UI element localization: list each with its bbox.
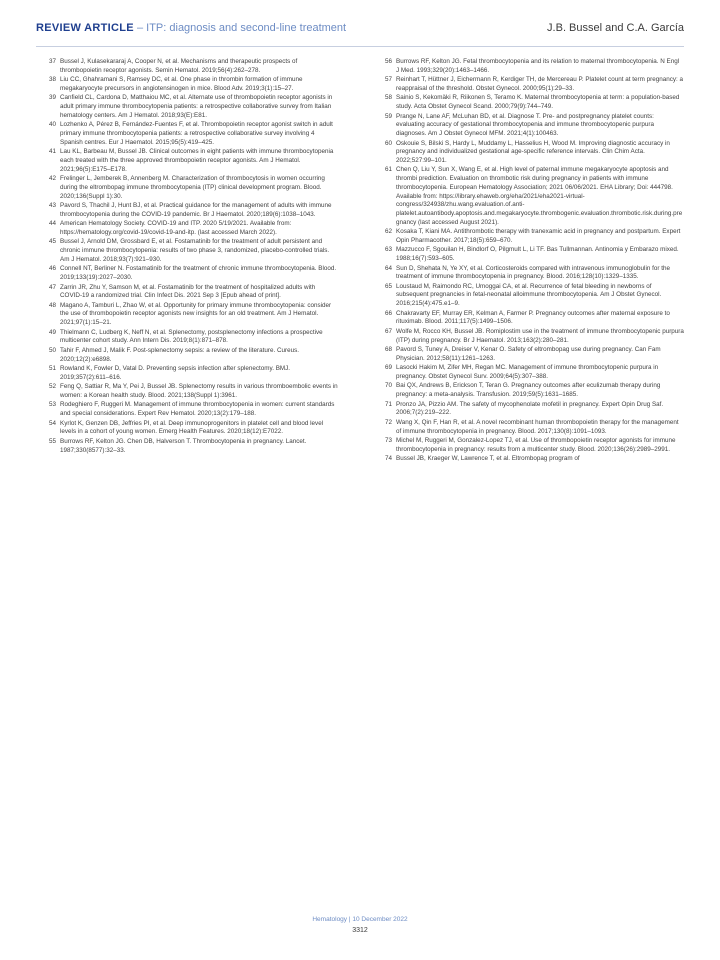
reference-item [372, 310, 684, 327]
reference-text: Sun D, Shehata N, Ye XY, et al. Corticosteroids compared with intravenous immunoglobulin for the treatment of immune thrombocytopenia in pregnancy. Blood. 2016;128(10):1329–1335. [396, 264, 670, 281]
reference-text: Tahir F, Ahmed J, Malik F. Post-splenectomy sepsis: a review of the literature. Cureus. 2020;12(2):e6898. [60, 346, 300, 363]
reference-number: 38 [48, 76, 56, 84]
reference-number: 43 [48, 202, 56, 210]
reference-text: Chen Q, Liu Y, Sun X, Wang E, et al. High level of paternal immune megakaryocyte apoptosis and thrombi prediction. Evaluation on thrombotic risk during pregnancy in patients with immune thrombocytopenia. European Hematology Association; 2021 06/06/2021. EHA Library; Doi: 444798. Available from: https://library.ehaweb.org/eha/2021/eha2021-virtual-congress/324938/zhu.wang.evaluation.of.anti-platelet.autoantibody.apoptosis.and.megakaryocyte.thrombogenic.evaluation.thrombotic.risk.during.pregnancy (last accessed August 2021). [396, 166, 683, 226]
reference-item [372, 455, 684, 464]
reference-item [36, 148, 338, 174]
reference-item [36, 220, 338, 237]
reference-item [372, 140, 684, 166]
reference-item [372, 166, 684, 227]
reference-column-left [36, 58, 338, 456]
reference-item [372, 283, 684, 309]
reference-number: 66 [384, 309, 392, 317]
reference-number: 44 [48, 220, 56, 228]
reference-number: 59 [384, 112, 392, 120]
reference-number: 54 [48, 419, 56, 427]
reference-text: Lau KL, Barbeau M, Bussel JB. Clinical outcomes in eight patients with immune thrombocytopenia each treated with the three approved thrombopoietin receptor agonists. Am J Hematol. 2021;96(5):E175–E178. [60, 148, 334, 173]
reference-item [36, 302, 338, 328]
reference-item [372, 228, 684, 245]
reference-item [372, 246, 684, 263]
reference-item [372, 346, 684, 363]
reference-number: 68 [384, 346, 392, 354]
reference-text: Liu CC, Ghahramani S, Ramsey DC, et al. One phase in thrombin formation of immune megakaryocyte precursors in angiotensinogen in mice. Blood Adv. 2019;3(1):15–27. [60, 76, 303, 92]
reference-item [36, 329, 338, 346]
reference-number: 56 [384, 58, 392, 65]
reference-item [36, 58, 338, 75]
reference-item [372, 265, 684, 282]
reference-text: Mazzucco F, Sgouilan H, Bindlorf O, Pilgmult L, Li TF. Bas Tullmannan. Antinomia y Embarazo mixed. 1988;16(7):593–605. [396, 246, 679, 263]
reference-number: 72 [384, 418, 392, 426]
reference-text: Pavord S, Tuney A, Dreiser V, Kenar O. Safety of eltrombopag use during pregnancy. Can Fam Physician. 2012;58(11):1261–1263. [396, 346, 661, 362]
header-left [36, 22, 346, 34]
reference-text: Sainio S, Kekomäki R, Riikonen S, Teramo K. Maternal thrombocytopenia at term: a population-based study. Acta Obstet Gynecol Scand. 2000;79(9):744–749. [396, 94, 680, 111]
reference-item [372, 382, 684, 399]
reference-number: 74 [384, 455, 392, 463]
reference-item [372, 328, 684, 345]
reference-text: Canfield CL, Cardona D, Matthaiou MC, et al. Alternate use of thrombopoietin receptor agonists in adult primary immune thrombocytopenia patients: a retrospective collaborative survey from Italian hematology centers. Am J Hematol. 2018;93(E):E81. [60, 94, 333, 119]
article-type-label: REVIEW ARTICLE [36, 22, 134, 34]
reference-number: 41 [48, 148, 56, 156]
reference-text: Chakravarty EF, Murray ER, Kelman A, Farmer P. Pregnancy outcomes after maternal exposure to rituximab. Blood. 2011;117(5):1499–1506. [396, 309, 670, 326]
reference-text: Wang X, Qin F, Han R, et al. A novel recombinant human thrombopoietin therapy for the management of immune thrombocytopenia in pregnancy. Blood. 2017;130(8):1091–1093. [396, 418, 679, 435]
reference-item [372, 401, 684, 418]
reference-text: Magano A, Tamburi L, Zhao W, et al. Opportunity for primary immune thrombocytopenia: consider the use of thrombopoietin receptor agonists new insights for an old treatment. Am J Hematol. 2021;97(1):15–21. [60, 301, 332, 327]
reference-text: Bussel J, Kulasekararaj A, Cooper N, et al. Mechanisms and therapeutic prospects of thrombopoietin receptor agonists. Semin Hematol. 2019;56(4):262–278. [60, 58, 298, 74]
reference-text: Connell NT, Berliner N. Fostamatinib for the treatment of chronic immune thrombocytopenia. Blood. 2019;133(19):2027–2030. [60, 265, 337, 282]
running-authors: J.B. Bussel and C.A. García [547, 22, 684, 34]
reference-number: 51 [48, 365, 56, 373]
reference-text: Feng Q, Sattiar R, Ma Y, Pei J, Bussel JB. Splenectomy results in various thromboembolic events in women: a Korean health study. Blood. 2021;138(Suppl 1):3961. [60, 383, 338, 399]
reference-number: 69 [384, 364, 392, 372]
reference-number: 62 [384, 228, 392, 236]
reference-item [36, 76, 338, 93]
reference-text: Wolfe M, Rocco KH, Bussel JB. Romiplostim use in the treatment of immune thrombocytopenic purpura (ITP) during pregnancy. Br J Haematol. 2013;163(2):280–281. [396, 327, 684, 344]
reference-number: 73 [384, 437, 392, 445]
reference-number: 52 [48, 383, 56, 391]
reference-number: 46 [48, 265, 56, 273]
reference-number: 71 [384, 400, 392, 408]
reference-text: Kosaka T, Kiani MA. Antithrombotic therapy with tranexamic acid in pregnancy and postpartum. Expert Opin Pharmacother. 2017;18(5):659–670. [396, 228, 681, 244]
reference-text: Rowland K, Fowler D, Vatal D. Preventing sepsis infection after splenectomy. BMJ. 2019;357(2):611–616. [60, 365, 291, 381]
reference-text: Bussel J, Arnold DM, Grossbard E, et al. Fostamatinib for the treatment of adult persistent and chronic immune thrombocytopenia: results of two phase 3, randomized, placebo-controlled trials. Am J Hematol. 2018;93(7):921–930. [60, 238, 330, 263]
reference-number: 60 [384, 139, 392, 147]
reference-item [36, 121, 338, 147]
reference-text: Burrows RF, Kelton JG. Chen DB, Halverson T. Thrombocytopenia in pregnancy. Lancet. 1987;330(8577):32–33. [60, 437, 307, 454]
reference-item [372, 58, 684, 75]
reference-item [36, 365, 338, 382]
reference-text: Lozhenko A, Pérez B, Fernández-Fuentes F, et al. Thrombopoietin receptor agonist switch in adult primary immune thrombocytopenia patients: a retrospective collaborative survey involving 4 Spanish centres. Eur J Haematol. 2015;95(5):419–425. [60, 121, 333, 146]
running-title: ITP: diagnosis and second-line treatment [146, 22, 347, 34]
reference-item [372, 94, 684, 111]
reference-item [36, 401, 338, 418]
page-footer [0, 914, 720, 936]
reference-text: Reinhart T, Hüttner J, Eichermann R, Kerdiger TH, de Mercereau P. Platelet count at term pregnancy: a reappraisal of the threshold. Obstet Gynecol. 2000;95(1):29–33. [396, 76, 683, 92]
reference-number: 55 [48, 437, 56, 445]
reference-text: Pavord S, Thachil J, Hunt BJ, et al. Practical guidance for the management of adults with immune thrombocytopenia during the COVID-19 pandemic. Br J Haematol. 2020;189(6):1038–1043. [60, 202, 332, 218]
reference-number: 50 [48, 346, 56, 354]
reference-number: 42 [48, 175, 56, 183]
reference-number: 37 [48, 58, 56, 65]
reference-number: 67 [384, 327, 392, 335]
reference-column-right [372, 58, 684, 465]
reference-number: 48 [48, 301, 56, 309]
page-number: 3312 [352, 927, 368, 934]
reference-number: 53 [48, 401, 56, 409]
reference-text: Lasocki Hakim M, Zifer MH, Regan MC. Management of immune thrombocytopenic purpura in pregnancy. Obstet Gynecol Surv. 2009;64(5):307–388. [396, 364, 659, 380]
reference-text: Thielmann C, Ludberg K, Neff N, et al. Splenectomy, postsplenectomy infections a prospective multicenter cohort study. Ann Intern Dis. 2019;8(1):871–878. [60, 328, 323, 345]
reference-item [372, 113, 684, 139]
reference-item [36, 420, 338, 437]
reference-number: 65 [384, 282, 392, 290]
reference-item [36, 175, 338, 201]
reference-text: Frelinger L, Jemberek B, Annenberg M. Characterization of thrombocytosis in women occurring during the eltrombopag immune thrombocytopenia (ITP) clinical development program. Blood. 2020;136(Suppl 1):30. [60, 175, 325, 200]
reference-number: 58 [384, 94, 392, 102]
reference-text: Rodeghiero F, Ruggeri M. Management of immune thrombocytopenia in women: current standards and special considerations. Expert Rev Hematol. 2020;13(2):179–188. [60, 401, 335, 418]
reference-number: 40 [48, 121, 56, 129]
header-rule [36, 46, 684, 47]
reference-text: Loustaud M, Raimondo RC, Umoggai CA, et al. Recurrence of fetal bleeding in newborns of subsequent pregnancies in fetal-neonatal alloimmune thrombocytopenia. Am J Obstet Gynecol. 2016;215(4):475.e1–9. [396, 282, 662, 308]
reference-number: 49 [48, 328, 56, 336]
reference-item [372, 419, 684, 436]
reference-item [36, 265, 338, 282]
header-dash: – [136, 22, 144, 34]
reference-text: American Hematology Society. COVID-19 and ITP. 2020 5/19/2021. Available from: https://hematology.org/covid-19/covid-19-and-itp. (last accessed March 2022). [60, 220, 292, 236]
reference-number: 39 [48, 94, 56, 102]
reference-item [36, 238, 338, 264]
reference-item [372, 364, 684, 381]
reference-item [36, 284, 338, 301]
reference-text: Bai QX, Andrews B, Erickson T, Teran G. Pregnancy outcomes after eculizumab therapy during pregnancy: a meta-analysis. Transfusion. 2019;59(5):1631–1685. [396, 382, 661, 399]
reference-text: Oskouie S, Bilski S, Hardy L, Muddamy L, Hasselius H, Wood M. Improving diagnostic accuracy in pregnancy and individualized gestational age-specific reference intervals. Clin Chim Acta. 2022;527:99–101. [396, 139, 670, 164]
footer-journal: Hematology | 10 December 2022 [312, 916, 408, 923]
reference-number: 63 [384, 246, 392, 254]
reference-item [36, 383, 338, 400]
reference-item [36, 94, 338, 120]
reference-text: Prange N, Lane AF, McLuhan BD, et al. Diagnose T. Pre- and postpregnancy platelet counts: evaluating accuracy of gestational thrombocytopenia and immune thrombocytopenic purpura diagnoses. Am J Obstet Gynecol MFM. 2021;4(1):100463. [396, 112, 654, 138]
reference-number: 57 [384, 76, 392, 84]
running-header [36, 22, 684, 44]
reference-item [36, 347, 338, 364]
reference-text: Burrows RF, Kelton JG. Fetal thrombocytopenia and its relation to maternal thrombocytopenia. N Engl J Med. 1993;329(20):1463–1466. [396, 58, 680, 74]
reference-text: Pronzo JA, Pizzio AM. The safety of mycophenolate mofetil in pregnancy. Expert Opin Drug Saf. 2006;7(2):219–222. [396, 400, 664, 417]
reference-item [36, 202, 338, 219]
reference-number: 61 [384, 166, 392, 174]
reference-number: 45 [48, 238, 56, 246]
reference-item [36, 438, 338, 455]
reference-item [372, 76, 684, 93]
reference-text: Kyrlot K, Genzen DB, Jeffries PI, et al. Deep immunoprogenitors in platelet cell and blood level levels in a cohort of young women. Emerg Health Features. 2020;18(12):E7022. [60, 419, 324, 436]
reference-number: 47 [48, 283, 56, 291]
reference-number: 64 [384, 264, 392, 272]
reference-text: Michel M, Ruggeri M, Gonzalez-Lopez TJ, et al. Use of thrombopoietin receptor agonists for immune thrombocytopenia in pregnancy: results from a multicenter study. Blood. 2020;136(26):2989–2991. [396, 437, 676, 453]
reference-text: Zarrin JR, Zhu Y, Samson M, et al. Fostamatinib for the treatment of hospitalized adults with COVID-19 a randomized trial. Clin Infect Dis. 2021 Sep 3 [Epub ahead of print]. [60, 283, 316, 300]
reference-number: 70 [384, 382, 392, 390]
reference-item [372, 437, 684, 454]
reference-text: Bussel JB, Kraeger W, Lawrence T, et al. Eltrombopag program of [396, 455, 580, 463]
